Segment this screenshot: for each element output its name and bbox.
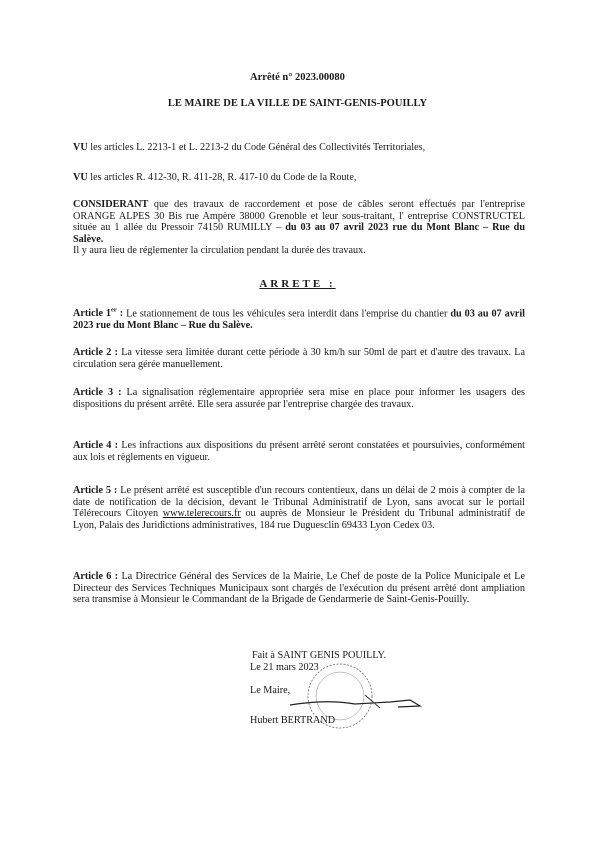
issuing-authority: LE MAIRE DE LA VILLE DE SAINT-GENIS-POUILLY [167, 98, 428, 109]
vu-text: les articles R. 412-30, R. 411-28, R. 417-10 du Code de la Route, [87, 172, 357, 183]
signature-place: Fait à SAINT GENIS POUILLY. [252, 650, 387, 661]
article-text: La vitesse sera limitée durant cette période à 30 km/h sur 50ml de part et d'autre des travaux. La circulation sera gérée manuellement. [73, 347, 525, 370]
article-label: Article 1er : [73, 307, 127, 320]
document-number: Arrêté n° 2023.00080 [250, 72, 345, 83]
preamble-considerant [73, 199, 525, 257]
considerant-text: que des travaux de raccordement et pose de câbles seront effectués par l'entreprise ORANGE ALPES 30 Bis rue Ampère 38000 Grenoble et leur sous-traitant, l' entreprise CONSTRUCTEL située au 1 allée du Pressoir 74150 RUMILLY – [73, 199, 525, 234]
preamble-vu-1 [73, 142, 525, 154]
article-label: Article 5 : [73, 485, 121, 496]
article-label: Article 2 : [73, 347, 122, 358]
article-5 [73, 485, 525, 531]
telerecours-link[interactable]: www.telerecours.fr [162, 508, 241, 520]
article-dates: du 03 au 07 avril 2023 rue du Mont Blanc – Rue du Salève. [73, 308, 525, 331]
considerant-tail: Il y aura lieu de réglementer la circulation pendant la durée des travaux. [73, 245, 366, 257]
signature-date: Le 21 mars 2023 [250, 661, 319, 673]
preamble-vu-2 [73, 172, 525, 184]
signatory-name: Hubert BERTRAND [250, 714, 336, 726]
article-text: Le présent arrêté est susceptible d'un recours contentieux, dans un délai de 2 mois à compter de la date de notification de la décision, devant le Tribunal Administratif de Lyon, sans avocat sur le portail Télérecours Citoyen [73, 485, 525, 520]
article-text: Le stationnement de tous les véhicules sera interdit dans l'emprise du chantier [126, 308, 451, 320]
article-label: Article 3 : [73, 387, 127, 398]
article-text: Les infractions aux dispositions du présent arrêté seront constatées et poursuivies, conformément aux lois et règlements en vigueur. [73, 440, 525, 463]
article-6 [73, 571, 525, 606]
signature-role: Le Maire, [250, 685, 291, 697]
vu-keyword: VU [73, 142, 88, 153]
article-4 [73, 440, 525, 463]
arrete-heading: ARRETE : [259, 278, 336, 290]
vu-keyword: VU [73, 172, 88, 183]
article-label: Article 6 : [73, 571, 122, 582]
article-1 [73, 305, 525, 332]
considerant-keyword: CONSIDERANT [73, 199, 149, 210]
article-text: ou auprès de Monsieur le Président du Tribunal administratif de Lyon, Palais des Juridictions administratives, 184 rue Duguesclin 69433 Lyon Cedex 03. [73, 508, 525, 531]
considerant-dates: du 03 au 07 avril 2023 rue du Mont Blanc – Rue du Salève. [73, 222, 525, 245]
vu-text: les articles L. 2213-1 et L. 2213-2 du Code Général des Collectivités Territoriales, [87, 142, 426, 153]
article-text: La signalisation réglementaire appropriée sera mise en place pour informer les usagers des dispositions du présent arrêté. Elle sera assurée par l'entreprise chargée des travaux. [73, 387, 525, 410]
article-text: La Directrice Général des Services de la Mairie, Le Chef de poste de la Police Municipale et Le Directeur des Services Techniques Municipaux sont chargés de l'exécution du présent arrêté dont ampliation sera transmise à Monsieur le Commandant de la Brigade de Gendarmerie de Saint-Genis-Pouilly. [73, 571, 525, 606]
article-2 [73, 347, 525, 370]
article-3 [73, 387, 525, 410]
article-label: Article 4 : [73, 440, 122, 451]
signature-block [250, 650, 450, 726]
